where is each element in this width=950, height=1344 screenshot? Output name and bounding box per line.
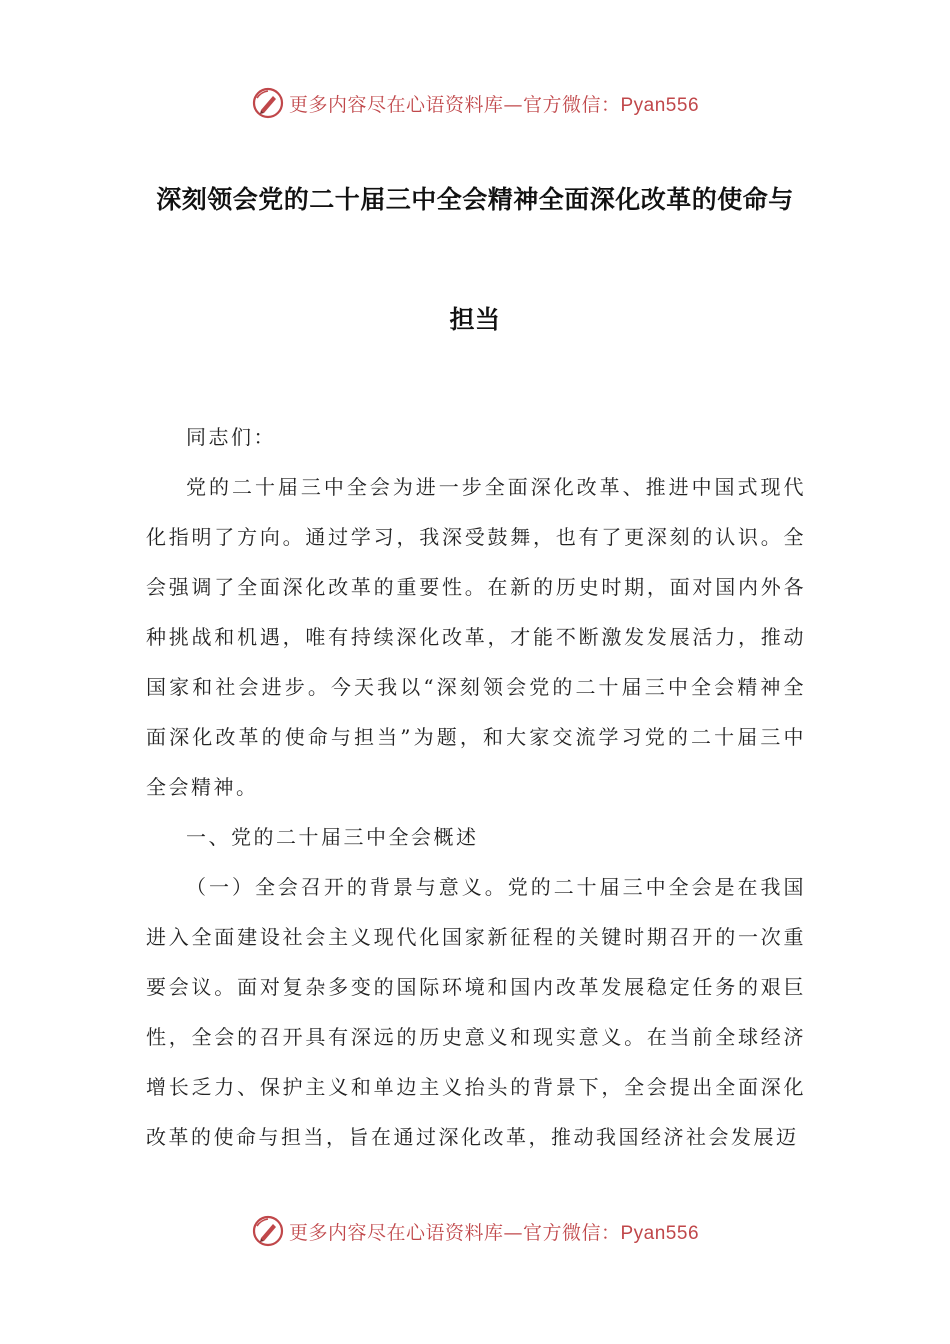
pen-logo-icon <box>251 1214 285 1248</box>
paragraph: 党的二十届三中全会为进一步全面深化改革、推进中国式现代化指明了方向。通过学习，我深受鼓舞，也有了更深刻的认识。全会强调了全面深化改革的重要性。在新的历史时期，面对国内外各种挑战和机遇，唯有持续深化改革，才能不断激发发展活力，推动国家和社会进步。今天我以“深刻领会党的二十届三中全会精神全面深化改革的使命与担当”为题，和大家交流学习党的二十届三中全会精神。 <box>146 475 806 799</box>
salutation: 同志们： <box>186 425 276 449</box>
document-title-line-1: 深刻领会党的二十届三中全会精神全面深化改革的使命与 <box>156 185 794 214</box>
footer-watermark-banner <box>0 1211 950 1251</box>
header-watermark-banner <box>0 83 950 123</box>
watermark-text: 更多内容尽在心语资料库—官方微信：Pyan556 <box>288 1221 700 1244</box>
wechat-id: Pyan556 <box>620 94 700 116</box>
pen-logo-icon <box>251 86 285 120</box>
document-title-line-2: 担当 <box>449 305 501 334</box>
paragraph: （一）全会召开的背景与意义。党的二十届三中全会是在我国进入全面建设社会主义现代化国家新征程的关键时期召开的一次重要会议。面对复杂多变的国际环境和国内改革发展稳定任务的艰巨性，全会的召开具有深远的历史意义和现实意义。在当前全球经济增长乏力、保护主义和单边主义抬头的背景下，全会提出全面深化改革的使命与担当，旨在通过深化改革，推动我国经济社会发展迈 <box>146 875 806 1149</box>
document-body <box>146 412 806 1162</box>
wechat-id: Pyan556 <box>620 1222 700 1244</box>
watermark-text: 更多内容尽在心语资料库—官方微信：Pyan556 <box>288 93 700 116</box>
section-heading: 一、党的二十届三中全会概述 <box>186 825 479 849</box>
